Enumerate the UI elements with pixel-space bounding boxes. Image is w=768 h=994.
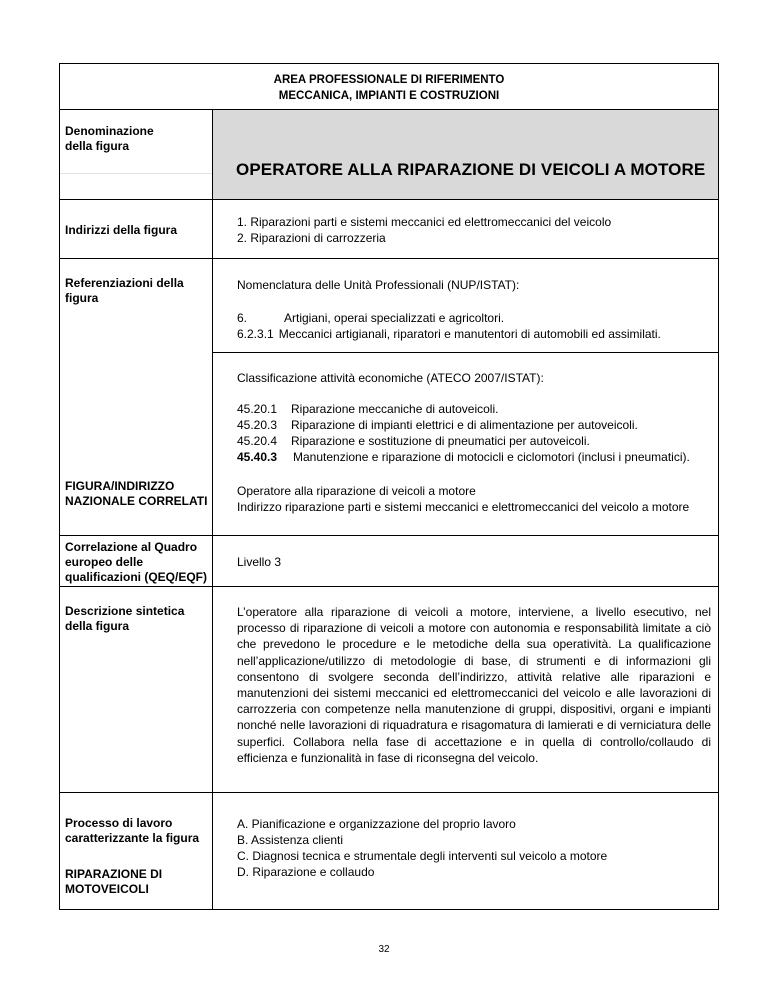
ateco-code: 45.20.3	[237, 418, 278, 432]
indirizzi-label: Indirizzi della figura	[65, 223, 178, 237]
ateco-text: Riparazione di impianti elettrici e di alimentazione per autoveicoli.	[291, 418, 638, 432]
processo-label-line1: Processo di lavoro	[65, 816, 173, 830]
figura-nazionale-line2: Indirizzo riparazione parti e sistemi meccanici e elettromeccanici del veicolo a motore	[237, 500, 690, 514]
figura-nazionale-label-line2: NAZIONALE CORRELATI	[65, 494, 208, 508]
nup-text: Artigiani, operai specializzati e agricoltori.	[284, 311, 505, 325]
area-header-line1: AREA PROFESSIONALE DI RIFERIMENTO	[273, 74, 505, 86]
page-number: 32	[378, 944, 390, 955]
figure-title: OPERATORE ALLA RIPARAZIONE DI VEICOLI A MOTORE	[236, 160, 706, 179]
nup-code: 6.2.3.1	[237, 327, 274, 341]
indirizzo-item-2: 2. Riparazioni di carrozzeria	[237, 231, 386, 245]
descrizione-text: L’operatore alla riparazione di veicoli a motore, interviene, a livello esecutivo, nel processo di riparazione di veicoli a motore con autonomia e responsabilità limitate a ciò che prevedono le procedure e le metodiche della sua operatività. La qualificazione nell’applicazione/utilizzo di metodologie di base, di strumenti e di informazioni gli consentono di svolgere seconda dell’indirizzo, attività relative alle riparazioni e manutenzioni dei sistemi meccanici ed elettromeccanici del veicolo e alle lavorazioni di carrozzeria con competenze nella manutenzione di gruppi, dispositivi, organi e impianti nonché nelle lavorazioni di riquadratura e risagomatura di lamierati e di verniciatura delle superfici. Collabora nella fase di accettazione e in quella di controllo/collaudo di efficienza e funzionalità in fase di riconsegna del veicolo.	[237, 605, 711, 765]
indirizzo-item-1: 1. Riparazioni parti e sistemi meccanici ed elettromeccanici del veicolo	[237, 215, 612, 229]
correlazione-value-cell	[212, 536, 719, 587]
denominazione-value-cell	[212, 110, 719, 200]
ateco-code: 45.20.4	[237, 434, 278, 448]
ateco-code: 45.40.3	[237, 450, 278, 464]
figura-nazionale-label-line1: FIGURA/INDIRIZZO	[65, 479, 175, 493]
ateco-text: Riparazione meccaniche di autoveicoli.	[291, 402, 499, 416]
processo-item: C. Diagnosi tecnica e strumentale degli interventi sul veicolo a motore	[237, 849, 608, 863]
figura-nazionale-line1: Operatore alla riparazione di veicoli a motore	[237, 484, 476, 498]
denominazione-label-line1: Denominazione	[65, 124, 154, 138]
denominazione-label-line2: della figura	[65, 139, 130, 153]
nup-row	[237, 310, 717, 326]
correlazione-label-line1: Correlazione al Quadro	[65, 540, 198, 554]
ateco-row	[237, 401, 707, 417]
descrizione-label-cell	[59, 587, 212, 793]
descrizione-label-line1: Descrizione sintetica	[65, 604, 185, 618]
referenziazioni-label-line2: figura	[65, 291, 99, 305]
ateco-text: Manutenzione e riparazione di motocicli e ciclomotori (inclusi i pneumatici).	[293, 450, 690, 464]
ateco-row	[237, 449, 707, 465]
ateco-code: 45.20.1	[237, 402, 278, 416]
processo-label-cell	[59, 793, 212, 910]
referenziazioni-label-cell	[59, 259, 212, 536]
eqf-level: Livello 3	[237, 555, 282, 569]
descrizione-value-cell	[212, 587, 719, 793]
ateco-title: Classificazione attività economiche (ATECO 2007/ISTAT):	[237, 371, 544, 385]
nup-row	[237, 326, 717, 342]
processo-value-cell	[212, 793, 719, 910]
referenziazioni-label-line1: Referenziazioni della	[65, 276, 184, 290]
descrizione-label-line2: della figura	[65, 619, 130, 633]
correlazione-label-line3: qualificazioni (QEQ/EQF)	[65, 570, 208, 584]
nup-title: Nomenclatura delle Unità Professionali (NUP/ISTAT):	[237, 278, 520, 292]
document-table	[59, 63, 719, 910]
ateco-row	[237, 417, 707, 433]
processo-item: A. Pianificazione e organizzazione del proprio lavoro	[237, 817, 516, 831]
processo-sub-line1: RIPARAZIONE DI	[65, 867, 163, 881]
processo-item: B. Assistenza clienti	[237, 833, 344, 847]
correlazione-label-line2: europeo delle	[65, 555, 144, 569]
nup-code: 6.	[237, 311, 248, 325]
label-underline	[60, 173, 213, 174]
denominazione-label-cell	[59, 110, 212, 200]
indirizzi-value-cell	[212, 200, 719, 259]
nup-cell	[212, 259, 719, 353]
ateco-cell	[212, 353, 719, 536]
correlazione-label-cell	[59, 536, 212, 587]
processo-label-line2: caratterizzante la figura	[65, 831, 200, 845]
nup-text: Meccanici artigianali, riparatori e manutentori di automobili ed assimilati.	[278, 327, 661, 341]
ateco-row	[237, 433, 707, 449]
processo-item: D. Riparazione e collaudo	[237, 865, 375, 879]
area-header-line2: MECCANICA, IMPIANTI E COSTRUZIONI	[278, 90, 500, 102]
indirizzi-label-cell	[59, 200, 212, 259]
ateco-text: Riparazione e sostituzione di pneumatici per autoveicoli.	[291, 434, 590, 448]
processo-sub-line2: MOTOVEICOLI	[65, 882, 149, 896]
area-header-cell	[59, 63, 719, 110]
